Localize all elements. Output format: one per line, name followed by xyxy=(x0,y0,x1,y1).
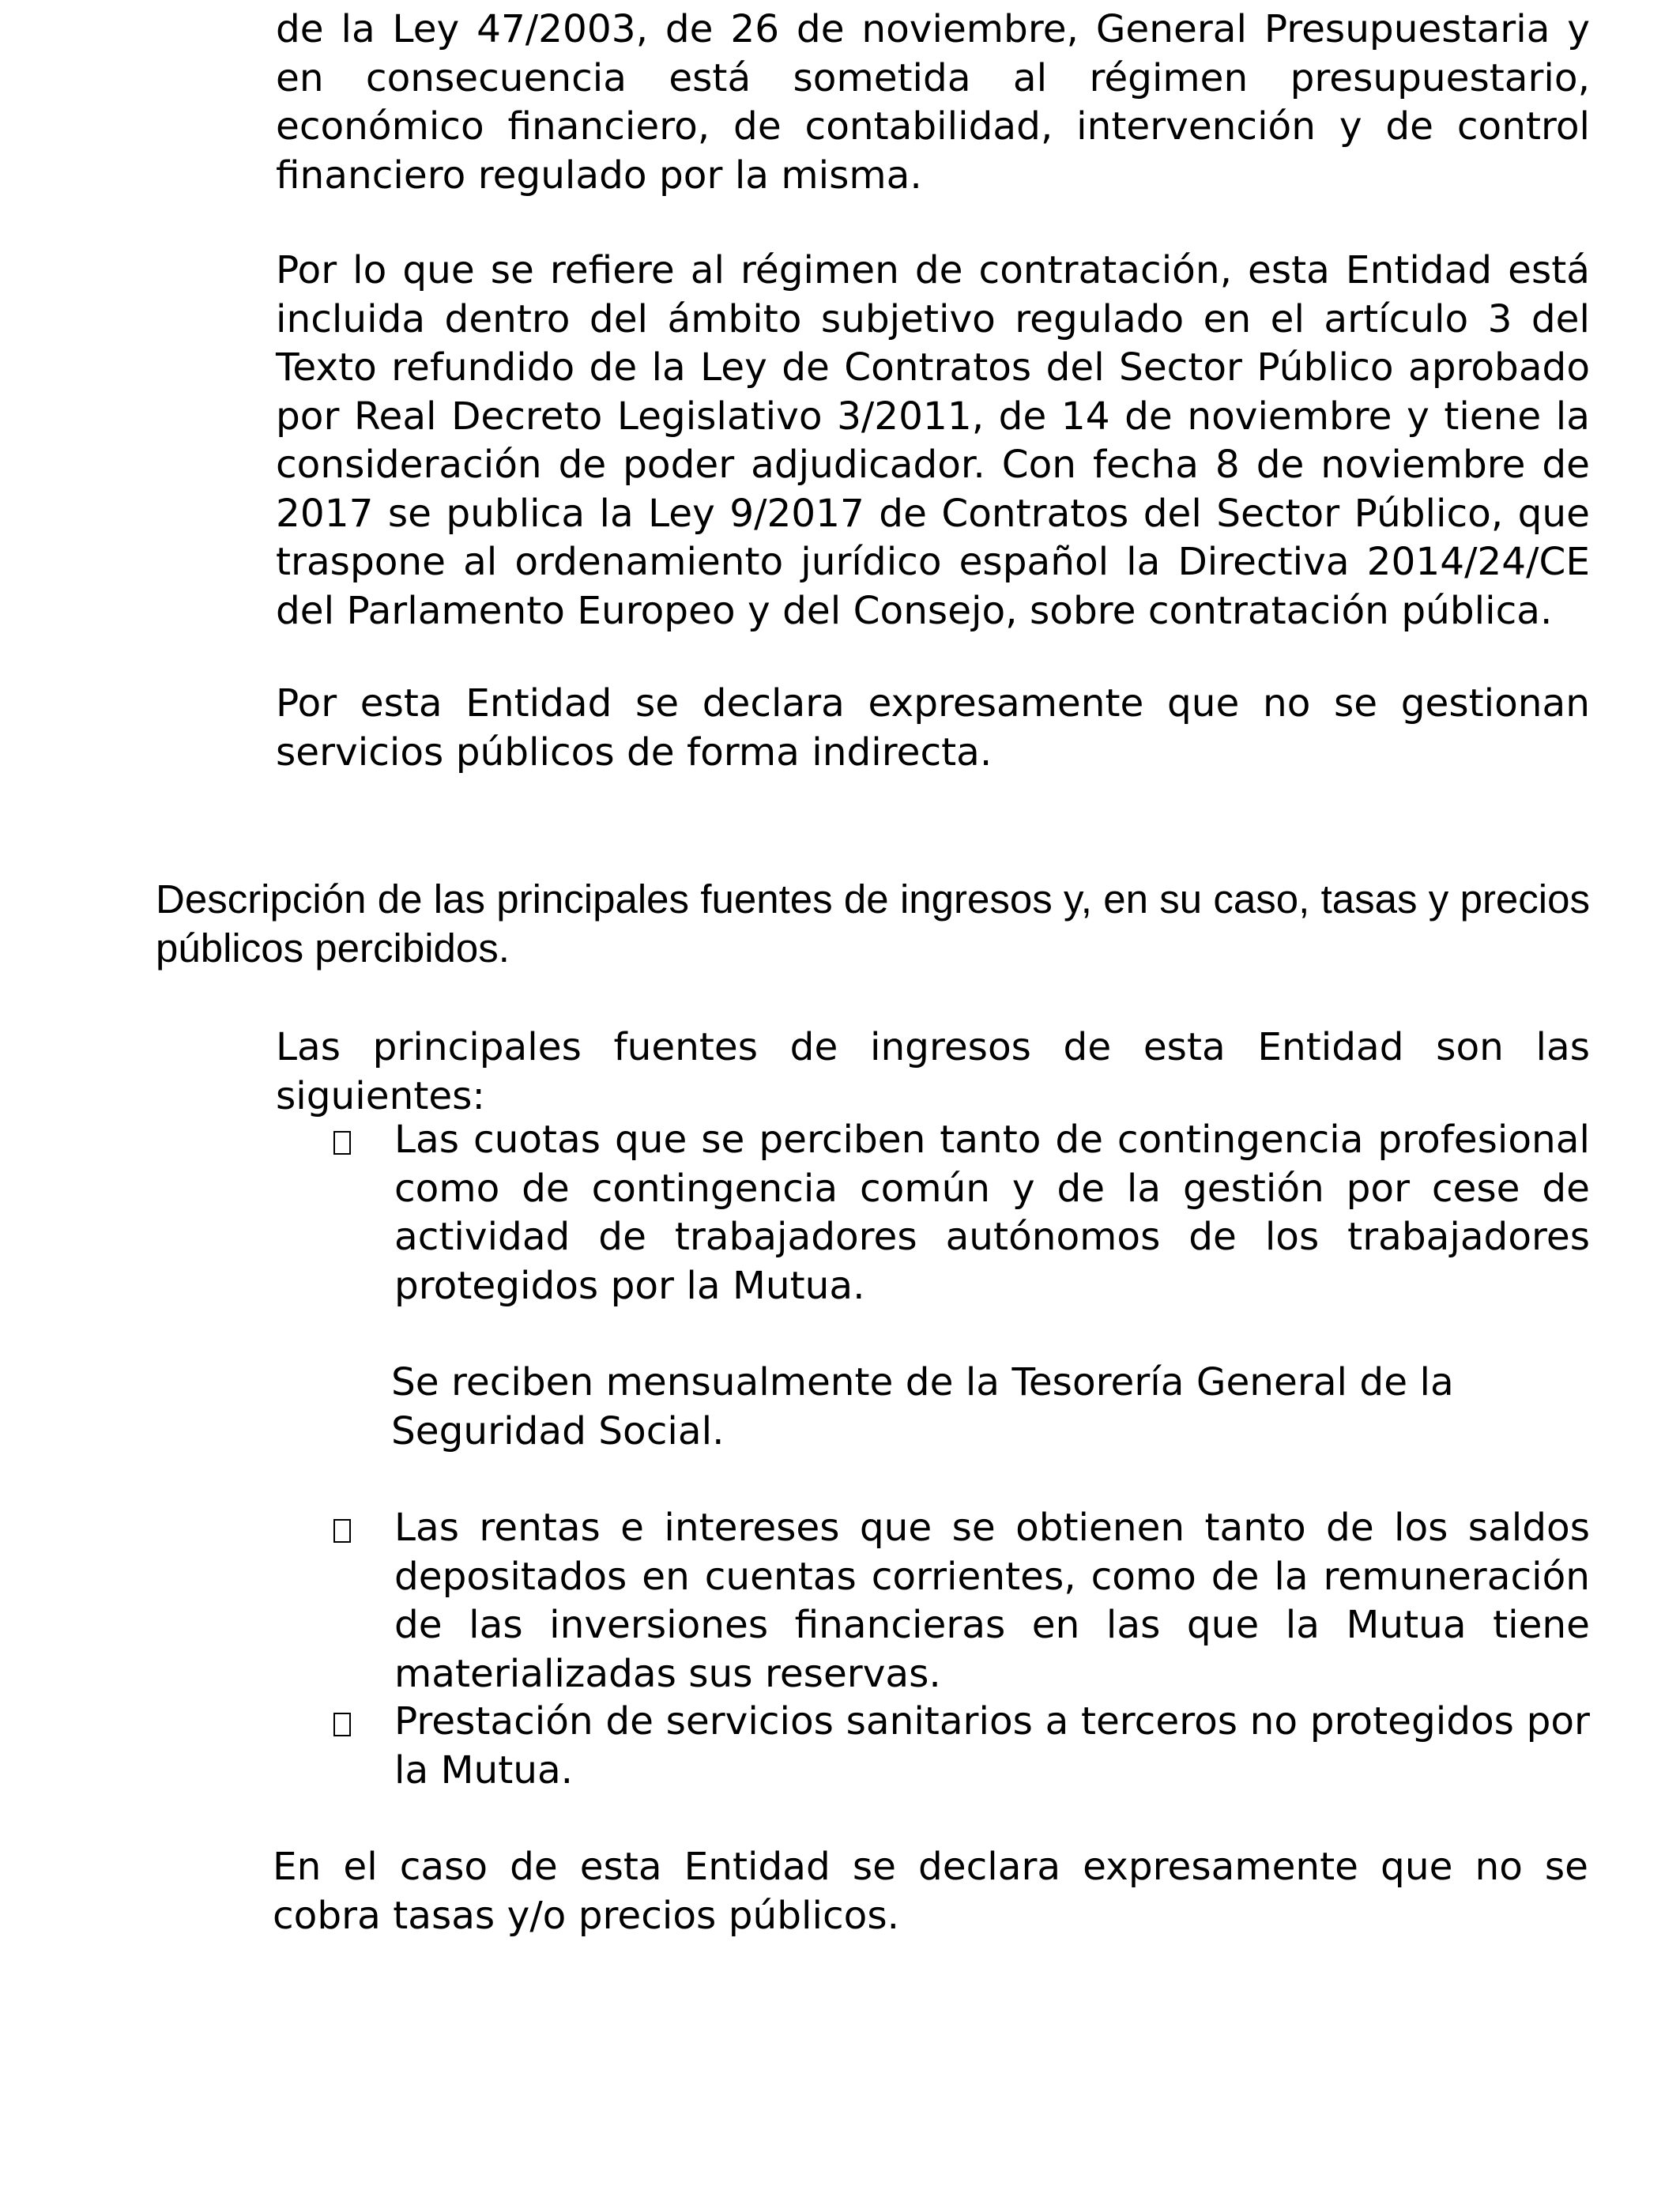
list-item-text: Las rentas e intereses que se obtienen tanto de los saldos depositados en cuentas corrientes, como de la remuneración de las inversiones financieras en las que la Mutua tiene materializadas sus reservas. xyxy=(394,1506,1590,1696)
checkbox-square-icon xyxy=(333,1519,351,1543)
section-heading: Descripción de las principales fuentes de ingresos y, en su caso, tasas y precios públicos percibidos. xyxy=(156,876,1590,971)
list-item-text: Las cuotas que se perciben tanto de contingencia profesional como de contingencia común y de la gestión por cese de actividad de trabajadores autónomos de los trabajadores protegidos por la Mutua. xyxy=(394,1118,1590,1308)
paragraph-ley-presupuestaria: de la Ley 47/2003, de 26 de noviembre, General Presupuestaria y en consecuencia está sometida al régimen presupuestario, económico financiero, de contabilidad, intervención y de control financiero regulado por la misma. xyxy=(276,7,1590,198)
checkbox-square-icon xyxy=(333,1131,351,1155)
intro-paragraph: Las principales fuentes de ingresos de esta Entidad son las siguientes: xyxy=(276,1025,1590,1118)
closing-paragraph: En el caso de esta Entidad se declara expresamente que no se cobra tasas y/o precios públicos. xyxy=(273,1845,1588,1938)
list-item-text: Prestación de servicios sanitarios a terceros no protegidos por la Mutua. xyxy=(394,1699,1590,1793)
paragraph-servicios-publicos: Por esta Entidad se declara expresamente que no se gestionan servicios públicos de forma indirecta. xyxy=(276,681,1590,775)
paragraph-regimen-contratacion: Por lo que se refiere al régimen de contratación, esta Entidad está incluida dentro del ámbito subjetivo regulado en el artículo 3 del Texto refundido de la Ley de Contratos del Sector Público aprobado por Real Decreto Legislativo 3/2011, de 14 de noviembre y tiene la consideración de poder adjudicador. Con fecha 8 de noviembre de 2017 se publica la Ley 9/2017 de Contratos del Sector Público, que traspone al ordenamiento jurídico español la Directiva 2014/24/CE del Parlamento Europeo y del Consejo, sobre contratación pública. xyxy=(276,248,1590,633)
bullet-note-tesoreria: Se reciben mensualmente de la Tesorería General de la Seguridad Social. xyxy=(391,1360,1454,1453)
checkbox-square-icon xyxy=(333,1713,351,1736)
